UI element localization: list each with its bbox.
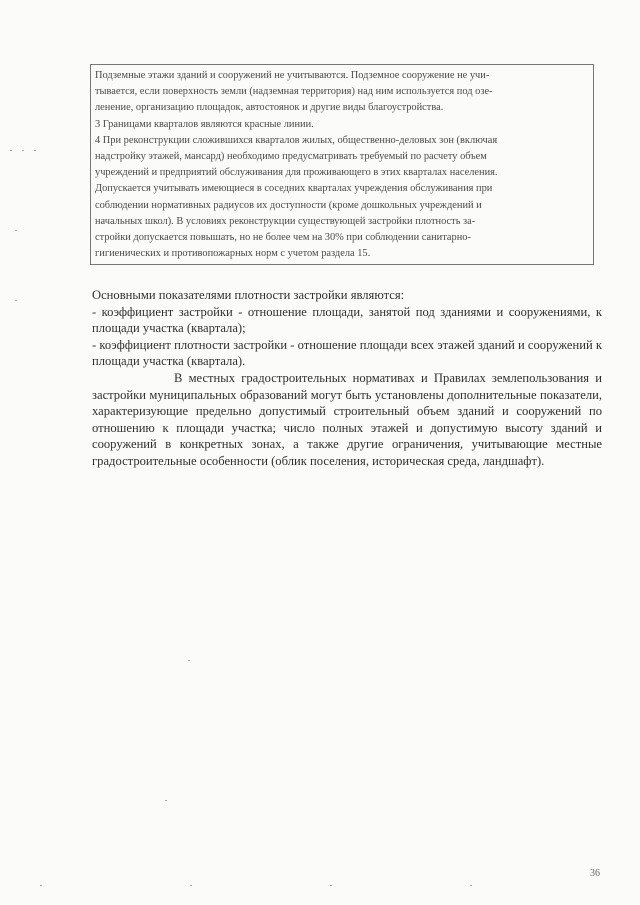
note-line: 4 При реконструкции сложившихся кварталов жилых, общественно-деловых зон (включая	[95, 134, 498, 146]
scan-artifact	[165, 800, 167, 801]
note-line: тывается, если поверхность земли (надземная территория) над ним используется под озе-	[95, 86, 493, 98]
note-line: учреждений и предприятий обслуживания для проживающего в этих кварталах населения.	[95, 167, 498, 179]
note-line: соблюдении нормативных радиусов их доступности (кроме дошкольных учреждений и	[95, 199, 482, 211]
note-line: 3 Границами кварталов являются красные линии.	[95, 118, 314, 130]
scan-artifact	[15, 230, 17, 231]
list-item-density-coefficient: - коэффициент плотности застройки - отношение площади всех этажей зданий и сооружений к площади участка (квартала).	[92, 337, 602, 369]
scan-artifact	[40, 885, 42, 886]
note-line: стройки допускается повышать, но не более чем на 30% при соблюдении санитарно-	[95, 232, 471, 244]
scan-artifact	[34, 150, 36, 151]
note-line: надстройку этажей, мансард) необходимо предусматривать требуемый по расчету объем	[95, 151, 487, 163]
intro-text: Основными показателями плотности застройки являются:	[92, 288, 405, 302]
scan-artifact	[190, 885, 192, 886]
note-line: начальных школ). В условиях реконструкции существующей застройки плотность за-	[95, 215, 476, 227]
page-number: 36	[590, 868, 600, 879]
note-line: Подземные этажи зданий и сооружений не учитываются. Подземное сооружение не учи-	[95, 70, 490, 81]
scan-artifact	[330, 885, 332, 886]
note-line: ленение, организацию площадок, автостоянок и другие виды благоустройства.	[95, 102, 444, 114]
main-text	[92, 287, 602, 470]
scan-artifact	[470, 885, 472, 886]
scan-artifact	[15, 300, 17, 301]
note-line: Допускается учитывать имеющиеся в соседних кварталах учреждения обслуживания при	[95, 183, 493, 195]
scan-artifact	[10, 150, 12, 151]
scan-artifact	[22, 150, 24, 151]
scan-artifact	[188, 660, 190, 661]
note-box	[90, 64, 594, 265]
note-line: гигиенических и противопожарных норм с учетом раздела 15.	[95, 248, 371, 260]
list-item-building-coefficient: - коэффициент застройки - отношение площади, занятой под зданиями и сооружениями, к площади участка (квартала);	[92, 304, 602, 336]
body-paragraph: В местных градостроительных нормативах и Правилах землепользования и застройки муниципальных образований могут быть установлены дополнительные показатели, характеризующие предельно допустимый строительный объем зданий и сооружений по отношению к площади участка; число полных этажей и допустимую высоту зданий и сооружений в конкретных зонах, а также другие ограничения, учитывающие местные градостроительные особенности (облик поселения, историческая среда, ландшафт).	[92, 370, 602, 468]
